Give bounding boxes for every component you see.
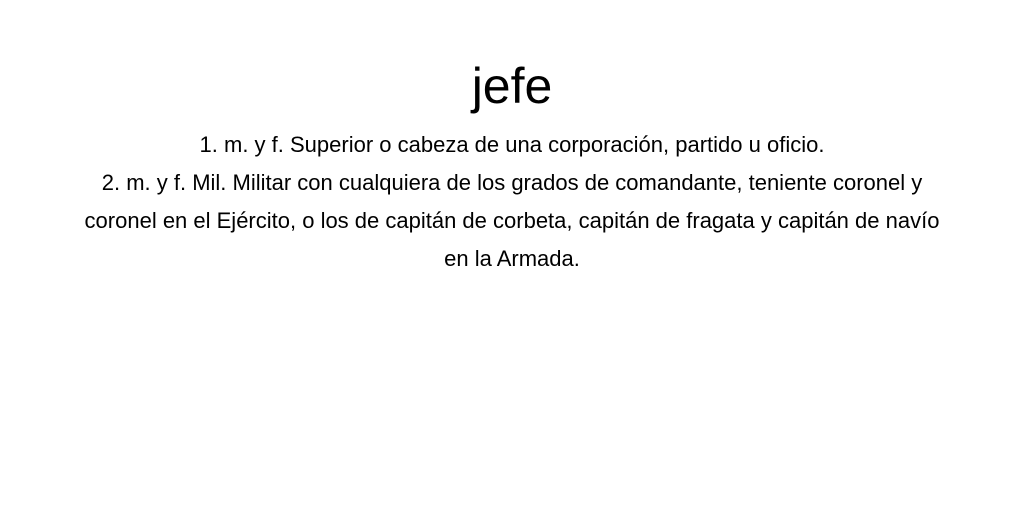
definition-1: 1. m. y f. Superior o cabeza de una corporación, partido u oficio.: [199, 132, 825, 157]
entry-term: jefe: [471, 58, 553, 114]
definition-2: 2. m. y f. Mil. Militar con cualquiera de los grados de comandante, teniente coronel y coronel en el Ejército, o los de capitán de corbeta, capitán de fragata y capitán de navío en la Armada.: [84, 170, 940, 271]
definition-list: [82, 126, 942, 278]
